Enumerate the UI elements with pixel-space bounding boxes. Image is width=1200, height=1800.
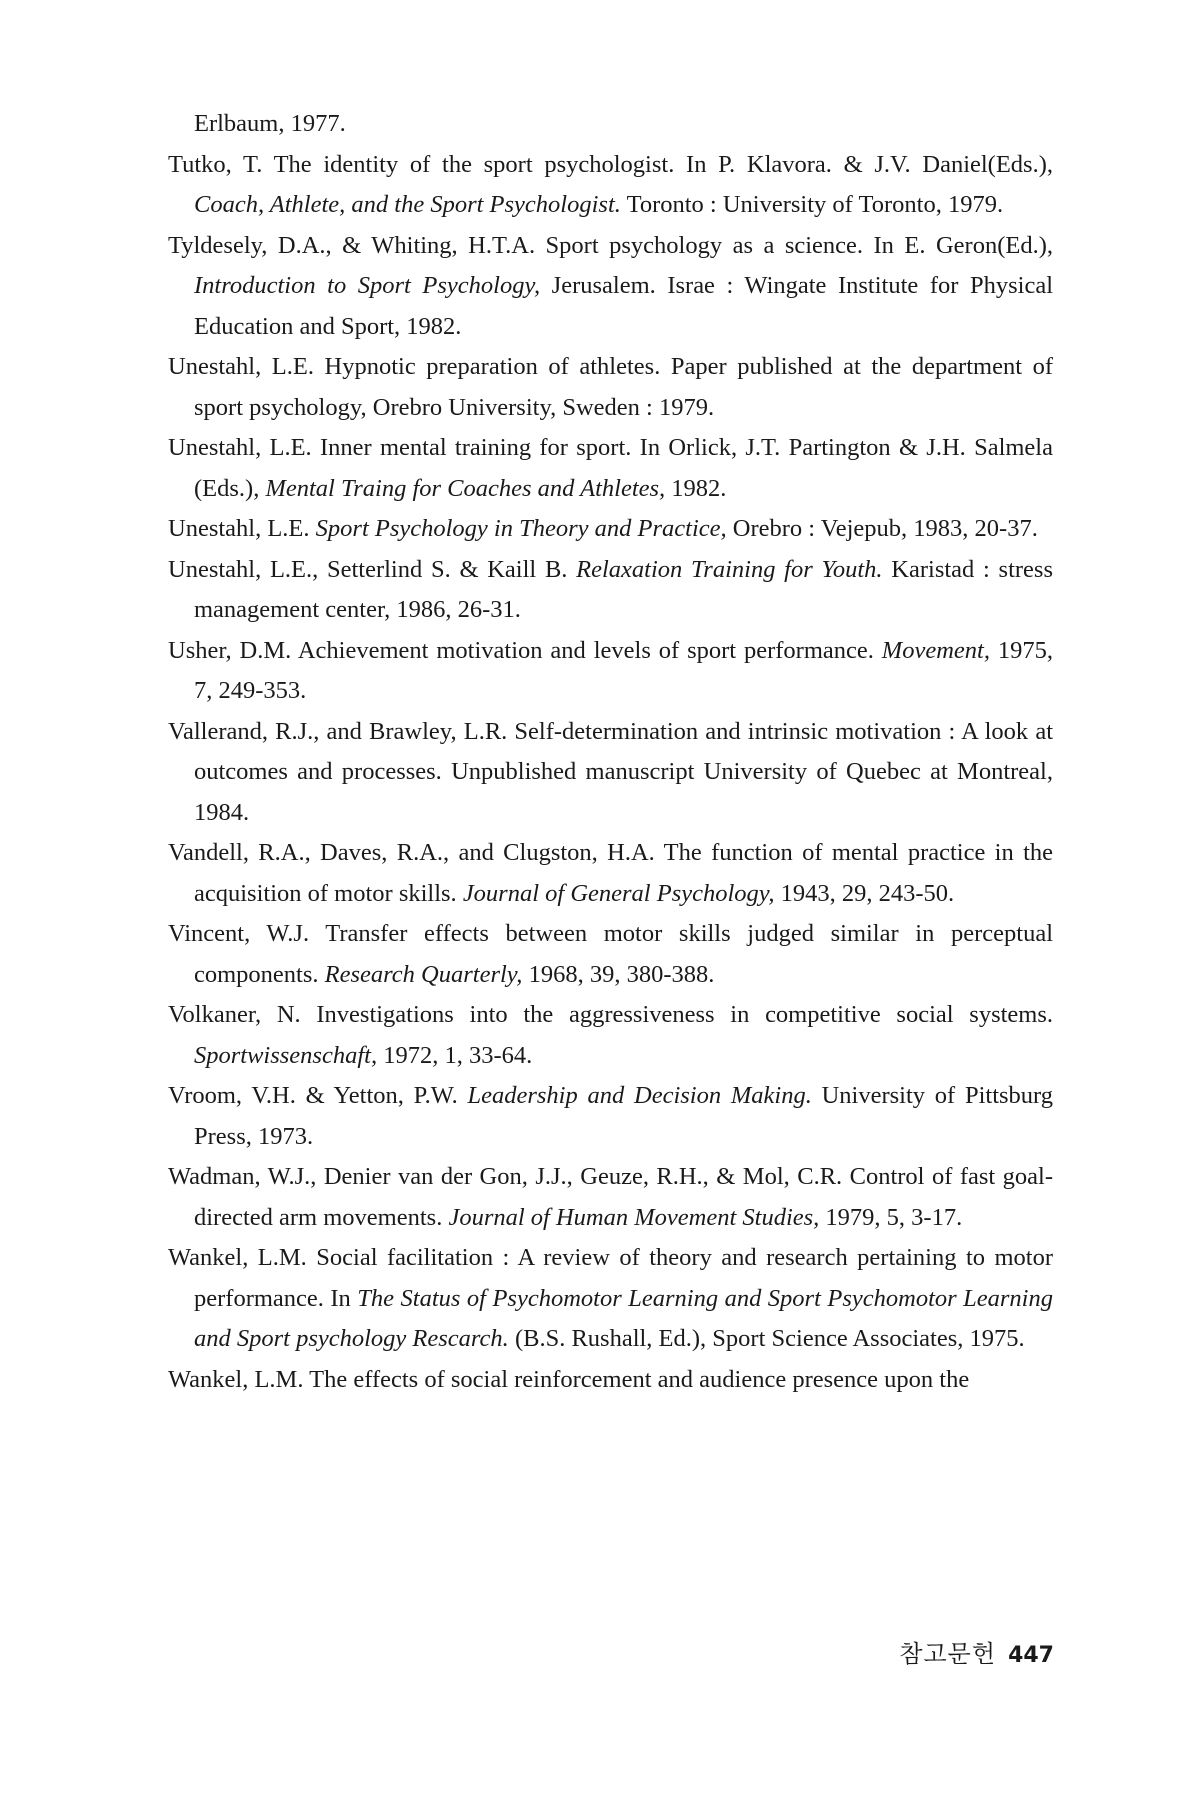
- reference-entry: [168, 347, 1053, 428]
- reference-title: Introduction to Sport Psychology,: [194, 272, 541, 299]
- reference-text: Vandell, R.A., Daves, R.A., and Clugston, H.A. The function of mental practice in the acquisition of motor skills.: [168, 839, 1053, 907]
- reference-entry: [168, 145, 1053, 226]
- reference-entry: [168, 914, 1053, 995]
- reference-text: 1968, 39, 380-388.: [522, 960, 715, 988]
- reference-text: Erlbaum, 1977.: [194, 110, 346, 137]
- reference-text: Unestahl, L.E., Setterlind S. & Kaill B.: [168, 555, 577, 583]
- reference-title: Sportwissenschaft,: [194, 1041, 378, 1069]
- page-footer: [899, 1634, 1054, 1669]
- reference-text: Tutko, T. The identity of the sport psychologist. In P. Klavora. & J.V. Daniel(Eds.),: [168, 150, 1053, 178]
- reference-entry: [168, 631, 1053, 712]
- reference-text: Tyldesely, D.A., & Whiting, H.T.A. Sport psychology as a science. In E. Geron(Ed.),: [168, 231, 1053, 259]
- reference-text: Karistad : stress management center, 1986, 26-31.: [194, 555, 1053, 623]
- reference-entry: [168, 1238, 1053, 1360]
- reference-text: Vallerand, R.J., and Brawley, L.R. Self-determination and intrinsic motivation : A look at outcomes and processes. Unpublished manuscript University of Quebec at Montreal, 1984.: [168, 717, 1053, 826]
- reference-entry: [168, 104, 1053, 145]
- reference-text: 1943, 29, 243-50.: [774, 879, 955, 907]
- reference-entry: [168, 712, 1053, 834]
- reference-title: The Status of Psychomotor Learning and Sport Psychomotor Learning and Sport psychology Rescarch.: [194, 1284, 1053, 1352]
- reference-text: University of Pittsburg Press, 1973.: [194, 1082, 1054, 1150]
- reference-text: Unestahl, L.E. Hypnotic preparation of athletes. Paper published at the department of sport psychology, Orebro University, Sweden : 1979.: [168, 353, 1053, 421]
- reference-entry: [168, 428, 1053, 509]
- reference-title: Coach, Athlete, and the Sport Psychologist.: [194, 191, 621, 218]
- reference-entry: [168, 833, 1053, 914]
- reference-title: Research Quarterly,: [324, 960, 523, 988]
- reference-entry: [168, 550, 1053, 631]
- reference-text: 1979, 5, 3-17.: [819, 1203, 963, 1231]
- reference-title: Sport Psychology in Theory and Practice,: [315, 515, 727, 542]
- reference-text: 1972, 1, 33-64.: [377, 1041, 533, 1069]
- reference-title: Movement,: [881, 636, 990, 664]
- reference-list: [168, 104, 1053, 1400]
- reference-text: Vincent, W.J. Transfer effects between motor skills judged similar in perceptual components.: [168, 920, 1053, 988]
- reference-entry: [168, 1360, 1053, 1401]
- reference-entry: [168, 226, 1053, 348]
- reference-text: Unestahl, L.E.: [168, 515, 316, 542]
- reference-text: (B.S. Rushall, Ed.), Sport Science Associates, 1975.: [508, 1325, 1025, 1352]
- reference-text: Jerusalem. Israe : Wingate Institute for Physical Education and Sport, 1982.: [194, 272, 1053, 340]
- reference-entry: [168, 509, 1053, 550]
- reference-text: Unestahl, L.E. Inner mental training for sport. In Orlick, J.T. Partington & J.H. Salmela (Eds.),: [168, 434, 1053, 502]
- section-label: 참고문헌: [899, 1640, 997, 1668]
- reference-text: Wadman, W.J., Denier van der Gon, J.J., Geuze, R.H., & Mol, C.R. Control of fast goal-directed arm movements.: [168, 1163, 1053, 1231]
- reference-text: 1975, 7, 249-353.: [194, 636, 1053, 704]
- reference-entry: [168, 1157, 1053, 1238]
- reference-title: Relaxation Training for Youth.: [576, 555, 883, 583]
- reference-text: Vroom, V.H. & Yetton, P.W.: [168, 1082, 468, 1109]
- reference-title: Journal of General Psychology,: [462, 879, 775, 907]
- reference-text: 1982.: [665, 474, 727, 502]
- reference-title: Mental Traing for Coaches and Athletes,: [265, 474, 666, 502]
- page-number: 447: [1008, 1643, 1054, 1668]
- reference-text: Orebro : Vejepub, 1983, 20-37.: [726, 515, 1038, 542]
- reference-text: Wankel, L.M. The effects of social reinforcement and audience presence upon the: [168, 1365, 970, 1393]
- reference-entry: [168, 1076, 1053, 1157]
- reference-text: Wankel, L.M. Social facilitation : A review of theory and research pertaining to motor performance. In: [168, 1244, 1053, 1312]
- reference-title: Journal of Human Movement Studies,: [448, 1203, 820, 1231]
- reference-title: Leadership and Decision Making.: [467, 1082, 812, 1109]
- reference-text: Toronto : University of Toronto, 1979.: [620, 191, 1004, 218]
- reference-entry: [168, 995, 1053, 1076]
- reference-text: Usher, D.M. Achievement motivation and levels of sport performance.: [168, 636, 882, 664]
- reference-text: Volkaner, N. Investigations into the aggressiveness in competitive social systems.: [168, 1001, 1053, 1028]
